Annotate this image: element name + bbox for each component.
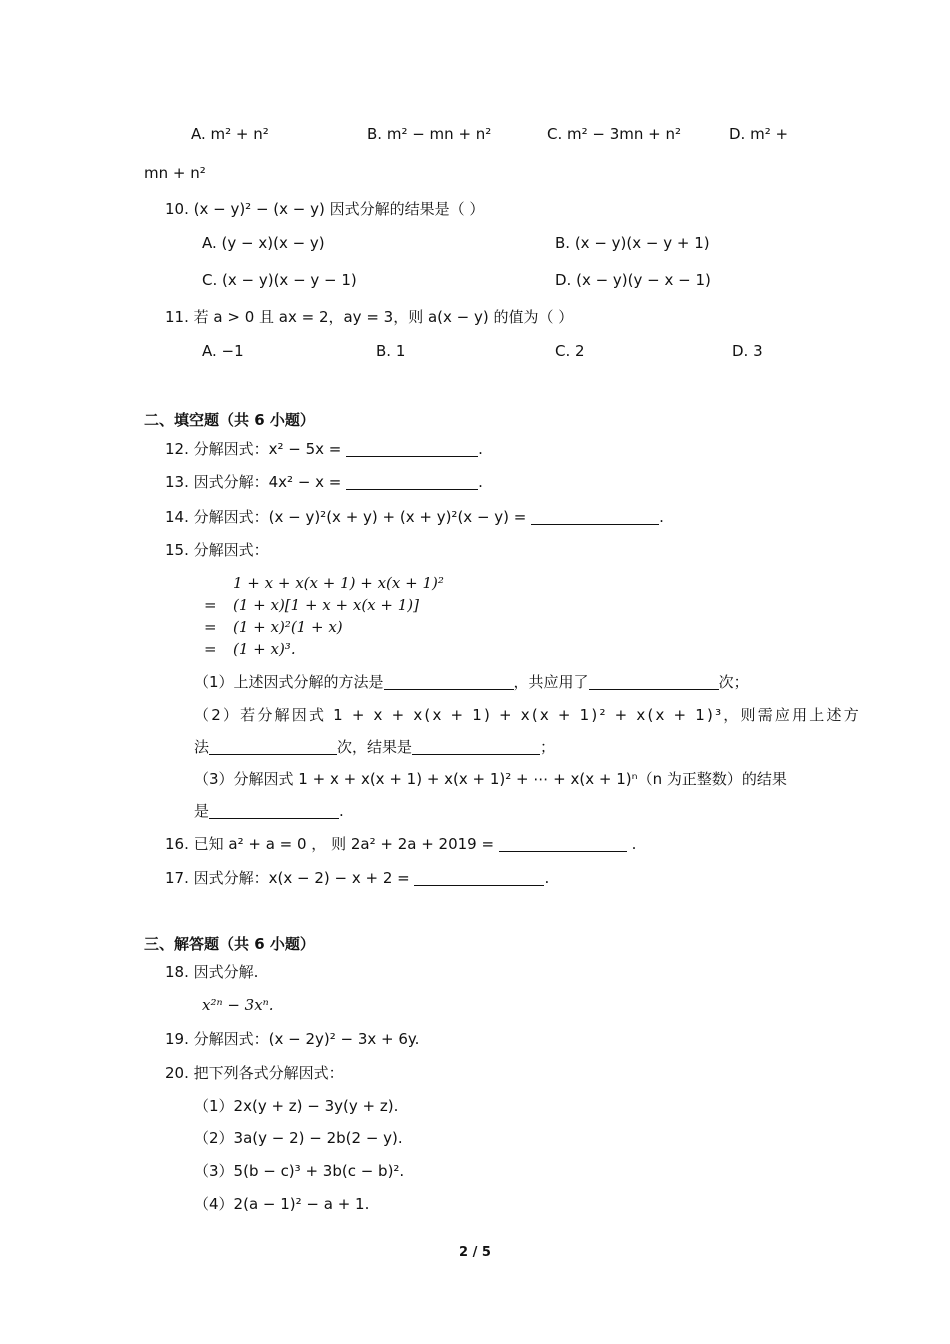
q15-eq-line1: 1 + x + x(x + 1) + x(x + 1)² [233,574,444,592]
q15-part2-text-d: ； [540,738,556,756]
q15-part1 [194,671,749,693]
q15-eq-line2: (1 + x)[1 + x + x(x + 1)] [233,596,419,614]
q17 [165,867,549,889]
q20-part3: （3）5(b − c)³ + 3b(c − b)². [194,1162,405,1180]
q15-part2-blank-count[interactable] [209,738,337,755]
q12-text: 12. 分解因式：x² − 5x = [165,440,347,458]
page-number: 2 / 5 [459,1245,491,1260]
q10-option-d: D. (x − y)(y − x − 1) [555,271,711,289]
q15-eq-line3: (1 + x)²(1 + x) [233,618,343,636]
q11-option-d: D. 3 [732,342,763,360]
q15-part1-text-c: 次； [718,673,749,691]
q14 [165,506,664,528]
q10-option-b: B. (x − y)(x − y + 1) [555,234,710,252]
q15-stem: 15. 分解因式： [165,541,269,559]
q9-option-c: C. m² − 3mn + n² [547,125,682,143]
q18-stem: 18. 因式分解. [165,963,259,981]
q15-part2-line1: （2）若分解因式 1 + x + x(x + 1) + x(x + 1)² + x(x + 1)³，则需应用上述方 [194,706,861,724]
q9-option-d: D. m² + [729,125,789,143]
q13-answer-blank[interactable] [346,473,478,490]
q20-part2: （2）3a(y − 2) − 2b(2 − y). [194,1129,403,1147]
q14-answer-blank[interactable] [531,508,659,525]
q16 [165,833,636,855]
q9-option-d-wrap: mn + n² [144,164,206,182]
q9-option-b: B. m² − mn + n² [367,125,492,143]
q12 [165,438,483,460]
q19-stem: 19. 分解因式：(x − 2y)² − 3x + 6y. [165,1030,420,1048]
q15-eq-sign-2: = [204,596,217,614]
q16-end: . [626,835,637,853]
q20-part4: （4）2(a − 1)² − a + 1. [194,1195,370,1213]
q15-eq-sign-4: = [204,640,217,658]
q15-part3-blank-result[interactable] [209,802,339,819]
q14-end: . [659,508,664,526]
q20-stem: 20. 把下列各式分解因式： [165,1064,344,1082]
q16-answer-blank[interactable] [499,835,627,852]
q12-end: . [478,440,483,458]
q11-stem: 11. 若 a > 0 且 ax = 2，ay = 3，则 a(x − y) 的值为（ ） [165,308,574,326]
q15-part1-blank-method[interactable] [384,673,514,690]
q11-option-c: C. 2 [555,342,585,360]
q13-end: . [478,473,483,491]
q11-option-a: A. −1 [202,342,244,360]
q15-part3-text-c: . [339,802,344,820]
q15-part2-blank-result[interactable] [412,738,540,755]
q15-part1-blank-count[interactable] [589,673,719,690]
q13 [165,471,483,493]
q15-part3-line1: （3）分解因式 1 + x + x(x + 1) + x(x + 1)² + ⋯ + x(x + 1)ⁿ（n 为正整数）的结果 [194,770,787,788]
q14-text: 14. 分解因式：(x − y)²(x + y) + (x + y)²(x − y) = [165,508,532,526]
q15-part1-text-b: ，共应用了 [513,673,589,691]
q15-part2-text-c: 次，结果是 [337,738,413,756]
q10-option-c: C. (x − y)(x − y − 1) [202,271,357,289]
section-heading-answer: 三、解答题（共 6 小题） [144,935,315,953]
section-heading-fill-blank: 二、填空题（共 6 小题） [144,411,315,429]
q15-part2-text-b: 法 [194,738,210,756]
q9-option-a: A. m² + n² [191,125,269,143]
q20-part1: （1）2x(y + z) − 3y(y + z). [194,1097,399,1115]
q15-eq-line4: (1 + x)³. [233,640,296,658]
q17-end: . [544,869,550,887]
q15-part3-line2 [194,800,344,822]
q16-text: 16. 已知 a² + a = 0 ， 则 2a² + 2a + 2019 = [165,835,499,853]
q15-eq-sign-3: = [204,618,217,636]
q17-text: 17. 因式分解：x(x − 2) − x + 2 = [165,869,415,887]
q15-part1-text-a: （1）上述因式分解的方法是 [194,673,384,691]
q13-text: 13. 因式分解：4x² − x = [165,473,347,491]
q17-answer-blank[interactable] [414,869,544,886]
q15-part3-text-b: 是 [194,802,210,820]
q10-option-a: A. (y − x)(x − y) [202,234,325,252]
q10-stem: 10. (x − y)² − (x − y) 因式分解的结果是（ ） [165,200,485,218]
q11-option-b: B. 1 [376,342,406,360]
q18-expression: x²ⁿ − 3xⁿ. [202,996,274,1014]
q12-answer-blank[interactable] [346,440,478,457]
q15-part2-line2 [194,736,555,758]
